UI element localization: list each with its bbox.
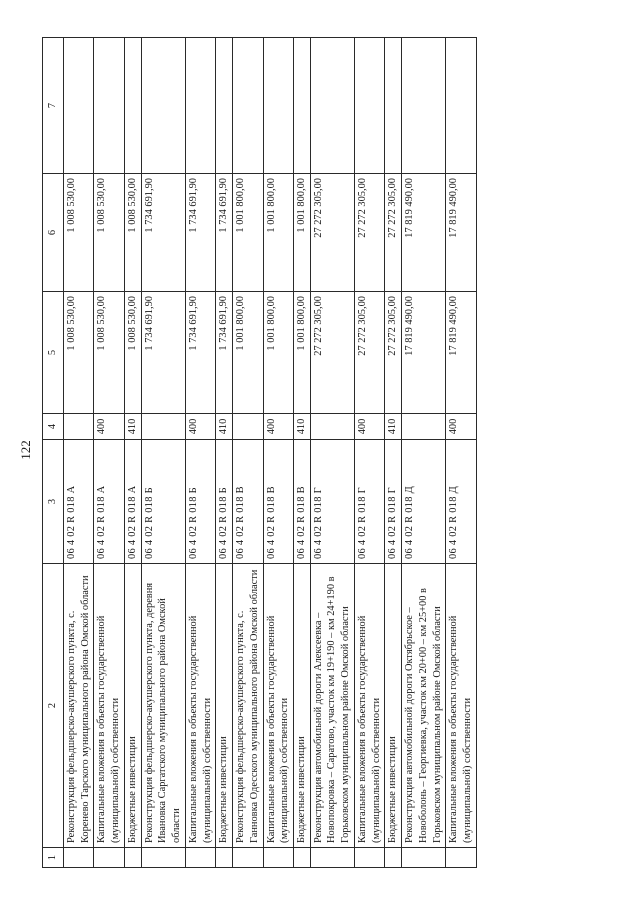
amount-cell: 1 008 530,00 [64, 174, 94, 292]
row-number-cell [263, 848, 293, 868]
row-number-cell [402, 848, 446, 868]
row-number-cell [216, 848, 233, 868]
amount-cell: 17 819 490,00 [402, 292, 446, 414]
expense-type-cell: 400 [94, 414, 124, 440]
amount-cell: 1 734 691,90 [141, 174, 185, 292]
extra-cell [446, 38, 476, 174]
target-code-cell: 06 4 02 R 018 А [64, 440, 94, 564]
table-row [263, 38, 293, 868]
row-number-cell [354, 848, 384, 868]
row-number-cell [185, 848, 215, 868]
table-row [233, 38, 263, 868]
target-code-cell: 06 4 02 R 018 Б [185, 440, 215, 564]
table-header-row [43, 38, 64, 868]
amount-cell: 1 734 691,90 [216, 292, 233, 414]
amount-cell: 1 001 800,00 [233, 174, 263, 292]
target-code-cell: 06 4 02 R 018 Г [310, 440, 354, 564]
amount-cell: 27 272 305,00 [354, 174, 384, 292]
amount-cell: 1 001 800,00 [263, 292, 293, 414]
item-name-cell: Капитальные вложения в объекты государственной (муниципальной) собственности [263, 564, 293, 848]
amount-cell: 1 001 800,00 [233, 292, 263, 414]
amount-cell: 27 272 305,00 [310, 292, 354, 414]
budget-table [42, 37, 477, 868]
item-name-cell: Бюджетные инвестиции [124, 564, 141, 848]
target-code-cell: 06 4 02 R 018 Г [385, 440, 402, 564]
table-row [354, 38, 384, 868]
amount-cell: 17 819 490,00 [446, 292, 476, 414]
item-name-cell: Реконструкция фельдшерско-акушерского пункта, с. Коренево Тарского муниципального района Омской области [64, 564, 94, 848]
table-row [124, 38, 141, 868]
extra-cell [402, 38, 446, 174]
table-row [385, 38, 402, 868]
row-number-cell [310, 848, 354, 868]
amount-cell: 1 734 691,90 [185, 174, 215, 292]
amount-cell: 27 272 305,00 [385, 292, 402, 414]
amount-cell: 1 001 800,00 [263, 174, 293, 292]
row-number-cell [446, 848, 476, 868]
table-row [64, 38, 94, 868]
amount-cell: 27 272 305,00 [354, 292, 384, 414]
amount-cell: 1 008 530,00 [94, 292, 124, 414]
target-code-cell: 06 4 02 R 018 В [263, 440, 293, 564]
amount-cell: 1 001 800,00 [294, 174, 311, 292]
target-code-cell: 06 4 02 R 018 А [124, 440, 141, 564]
target-code-cell: 06 4 02 R 018 Д [446, 440, 476, 564]
table-row [310, 38, 354, 868]
amount-cell: 1 734 691,90 [216, 174, 233, 292]
expense-type-cell: 400 [263, 414, 293, 440]
table-body [64, 38, 477, 868]
extra-cell [124, 38, 141, 174]
target-code-cell: 06 4 02 R 018 А [94, 440, 124, 564]
table-row [446, 38, 476, 868]
item-name-cell: Бюджетные инвестиции [385, 564, 402, 848]
extra-cell [354, 38, 384, 174]
extra-cell [64, 38, 94, 174]
extra-cell [294, 38, 311, 174]
expense-type-cell [141, 414, 185, 440]
extra-cell [185, 38, 215, 174]
table-row [94, 38, 124, 868]
amount-cell: 1 001 800,00 [294, 292, 311, 414]
item-name-cell: Реконструкция автомобильной дороги Алексеевка – Новопокровка – Саратово, участок км 19+190 – км 24+190 в Горьковском муниципальном районе Омской области [310, 564, 354, 848]
item-name-cell: Бюджетные инвестиции [216, 564, 233, 848]
item-name-cell: Капитальные вложения в объекты государственной (муниципальной) собственности [94, 564, 124, 848]
column-header: 6 [43, 174, 64, 292]
expense-type-cell: 410 [124, 414, 141, 440]
extra-cell [385, 38, 402, 174]
table-row [216, 38, 233, 868]
amount-cell: 1 734 691,90 [185, 292, 215, 414]
target-code-cell: 06 4 02 R 018 Б [141, 440, 185, 564]
item-name-cell: Капитальные вложения в объекты государственной (муниципальной) собственности [354, 564, 384, 848]
amount-cell: 1 008 530,00 [124, 174, 141, 292]
table-row [402, 38, 446, 868]
target-code-cell: 06 4 02 R 018 Г [354, 440, 384, 564]
item-name-cell: Бюджетные инвестиции [294, 564, 311, 848]
expense-type-cell: 410 [294, 414, 311, 440]
expense-type-cell [310, 414, 354, 440]
column-header: 2 [43, 564, 64, 848]
item-name-cell: Капитальные вложения в объекты государственной (муниципальной) собственности [446, 564, 476, 848]
extra-cell [263, 38, 293, 174]
table-row [185, 38, 215, 868]
expense-type-cell [233, 414, 263, 440]
extra-cell [141, 38, 185, 174]
row-number-cell [124, 848, 141, 868]
item-name-cell: Реконструкция фельдшерско-акушерского пункта, деревня Ивановка Саргатского муниципального района Омской области [141, 564, 185, 848]
column-header: 5 [43, 292, 64, 414]
expense-type-cell [402, 414, 446, 440]
extra-cell [216, 38, 233, 174]
row-number-cell [94, 848, 124, 868]
item-name-cell: Реконструкция фельдшерско-акушерского пункта, с. Ганновка Одесского муниципального района Омской области [233, 564, 263, 848]
column-header: 3 [43, 440, 64, 564]
expense-type-cell: 400 [446, 414, 476, 440]
amount-cell: 1 734 691,90 [141, 292, 185, 414]
row-number-cell [141, 848, 185, 868]
extra-cell [310, 38, 354, 174]
target-code-cell: 06 4 02 R 018 В [294, 440, 311, 564]
expense-type-cell: 400 [354, 414, 384, 440]
target-code-cell: 06 4 02 R 018 Д [402, 440, 446, 564]
page-number: 122 [18, 440, 33, 460]
row-number-cell [294, 848, 311, 868]
amount-cell: 1 008 530,00 [94, 174, 124, 292]
extra-cell [94, 38, 124, 174]
expense-type-cell: 410 [385, 414, 402, 440]
amount-cell: 27 272 305,00 [385, 174, 402, 292]
expense-type-cell: 400 [185, 414, 215, 440]
amount-cell: 1 008 530,00 [64, 292, 94, 414]
target-code-cell: 06 4 02 R 018 В [233, 440, 263, 564]
expense-type-cell: 410 [216, 414, 233, 440]
extra-cell [233, 38, 263, 174]
amount-cell: 17 819 490,00 [446, 174, 476, 292]
column-header: 7 [43, 38, 64, 174]
table-row [141, 38, 185, 868]
column-header: 4 [43, 414, 64, 440]
item-name-cell: Капитальные вложения в объекты государственной (муниципальной) собственности [185, 564, 215, 848]
amount-cell: 1 008 530,00 [124, 292, 141, 414]
item-name-cell: Реконструкция автомобильной дороги Октябрьское – Новоболонь – Георгиевка, участок км 20+00 – км 25+00 в Горьковском муниципальном районе Омской области [402, 564, 446, 848]
expense-type-cell [64, 414, 94, 440]
column-header: 1 [43, 848, 64, 868]
table-row [294, 38, 311, 868]
amount-cell: 27 272 305,00 [310, 174, 354, 292]
amount-cell: 17 819 490,00 [402, 174, 446, 292]
row-number-cell [233, 848, 263, 868]
row-number-cell [64, 848, 94, 868]
row-number-cell [385, 848, 402, 868]
target-code-cell: 06 4 02 R 018 Б [216, 440, 233, 564]
